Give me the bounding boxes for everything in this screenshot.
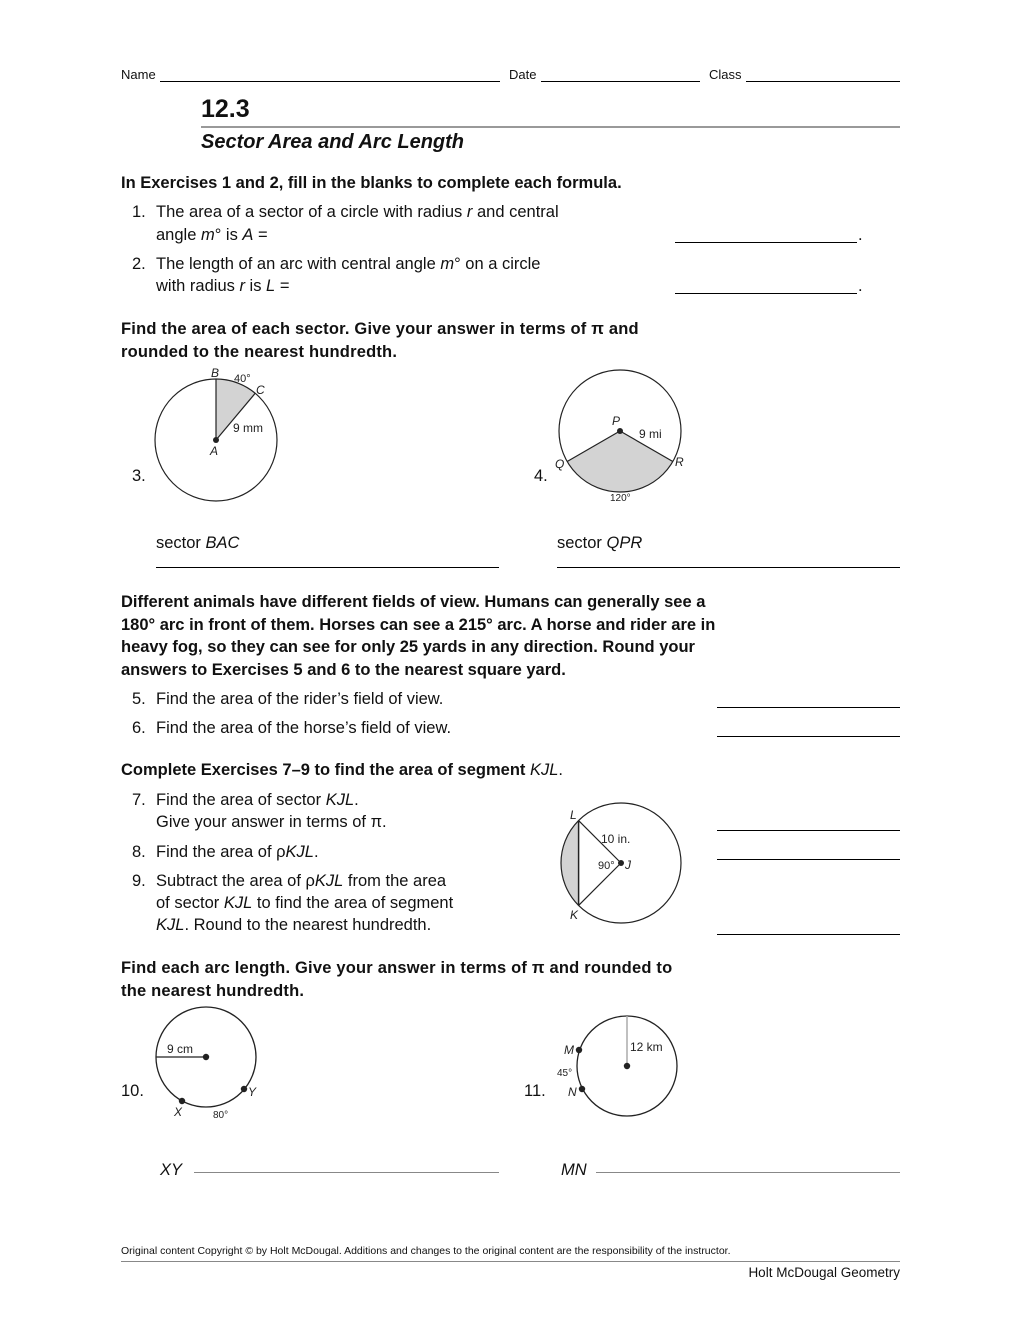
angle-label: 120° (610, 493, 631, 504)
label-n: N (568, 1085, 577, 1099)
label-k: K (570, 908, 579, 922)
q4-sector-diagram (550, 365, 710, 510)
q5-answer-field[interactable] (717, 707, 900, 708)
radius-label: 10 in. (601, 832, 631, 846)
q1-period: . (858, 226, 863, 244)
q10-arc-diagram (140, 1000, 300, 1125)
q4-number: 4. (534, 467, 548, 485)
q7-number: 7. (132, 791, 146, 809)
q2-answer-field[interactable] (675, 293, 857, 294)
q6-number: 6. (132, 719, 146, 737)
label-a: A (210, 444, 219, 458)
radius-label: 9 cm (167, 1042, 194, 1056)
copyright-notice: Original content Copyright © by Holt McDougal. Additions and changes to the original content are the responsibility of the instructor. (121, 1245, 731, 1257)
q4-answer-field[interactable] (557, 567, 900, 568)
book-title: Holt McDougal Geometry (748, 1265, 900, 1280)
q9-answer-field[interactable] (717, 934, 900, 935)
q1-answer-field[interactable] (675, 242, 857, 243)
class-label: Class (709, 67, 742, 82)
q7-answer-field[interactable] (717, 830, 900, 831)
label-m: M (564, 1043, 574, 1057)
angle-label: 80° (213, 1110, 229, 1121)
label-c: C (256, 383, 265, 397)
class-field[interactable] (746, 81, 900, 82)
q3-answer-field[interactable] (156, 567, 499, 568)
title-rule (201, 126, 900, 128)
q8-number: 8. (132, 843, 146, 861)
date-label: Date (509, 67, 537, 82)
label-x: X (174, 1105, 183, 1119)
q11-number: 11. (524, 1082, 546, 1100)
radius-label: 12 km (630, 1040, 663, 1054)
q8-answer-field[interactable] (717, 859, 900, 860)
q9-text: Subtract the area of ρKJL from the area of sector KJL to find the area of segment KJL. Round to the nearest hundredth. (156, 872, 454, 934)
q1-text-line2: angle m° is A = (156, 226, 268, 244)
q11-answer-field[interactable] (596, 1172, 900, 1173)
name-field[interactable] (160, 81, 500, 82)
q6-text: Find the area of the horse’s field of view. (156, 719, 452, 737)
segment-kjl-diagram (550, 795, 700, 935)
q11-answer-label: MN (561, 1161, 587, 1179)
q5-number: 5. (132, 690, 146, 708)
label-r: R (675, 455, 684, 469)
q4-answer-label: sector QPR (557, 534, 643, 552)
section1-instruction: In Exercises 1 and 2, fill in the blanks to complete each formula. (121, 174, 622, 192)
q1-number: 1. (132, 203, 146, 221)
lesson-number: 12.3 (201, 95, 250, 123)
lesson-title: Sector Area and Arc Length (201, 131, 465, 153)
date-field[interactable] (541, 81, 700, 82)
name-label: Name (121, 67, 156, 82)
q2-text-line1: The length of an arc with central angle m° on a circle (156, 255, 541, 273)
q2-number: 2. (132, 255, 146, 273)
section5-instruction: Find each arc length. Give your answer in terms of π and rounded to the nearest hundredth. (121, 959, 673, 1000)
q6-answer-field[interactable] (717, 736, 900, 737)
label-p: P (612, 414, 621, 428)
footer-rule (121, 1261, 900, 1262)
label-b: B (211, 366, 220, 380)
q3-sector-diagram (140, 360, 300, 510)
radius-label: 9 mi (639, 427, 662, 441)
q3-answer-label: sector BAC (156, 534, 240, 552)
label-l: L (570, 808, 577, 822)
angle-label: 40° (234, 373, 251, 385)
section2-instruction: Find the area of each sector. Give your answer in terms of π and rounded to the nearest hundredth. (121, 320, 639, 361)
q5-text: Find the area of the rider’s field of view. (156, 690, 444, 708)
angle-label: 90° (598, 860, 615, 872)
q2-text-line2: with radius r is L = (156, 277, 290, 295)
radius-label: 9 mm (233, 421, 263, 435)
q10-answer-label: XY (160, 1161, 183, 1179)
q1-text-line1: The area of a sector of a circle with radius r and central (156, 203, 559, 221)
q11-arc-diagram (550, 1000, 710, 1125)
q2-period: . (858, 277, 863, 295)
label-j: J (625, 858, 631, 872)
label-y: Y (248, 1085, 257, 1099)
section4-instruction: Complete Exercises 7–9 to find the area of segment KJL. (121, 761, 564, 779)
q8-text: Find the area of ρKJL. (156, 843, 319, 861)
q10-number: 10. (121, 1082, 144, 1100)
q7-text: Find the area of sector KJL. Give your answer in terms of π. (156, 791, 387, 831)
q3-number: 3. (132, 467, 146, 485)
section3-instruction: Different animals have different fields of view. Humans can generally see a 180° arc in front of them. Horses can see a 215° arc. A horse and rider are in heavy fog, so they can see for only 25 yards in any direction. Round your answers to Exercises 5 and 6 to the nearest square yard. (121, 593, 716, 679)
q9-number: 9. (132, 872, 146, 890)
q10-answer-field[interactable] (194, 1172, 499, 1173)
label-q: Q (555, 457, 565, 471)
angle-label: 45° (557, 1068, 573, 1079)
